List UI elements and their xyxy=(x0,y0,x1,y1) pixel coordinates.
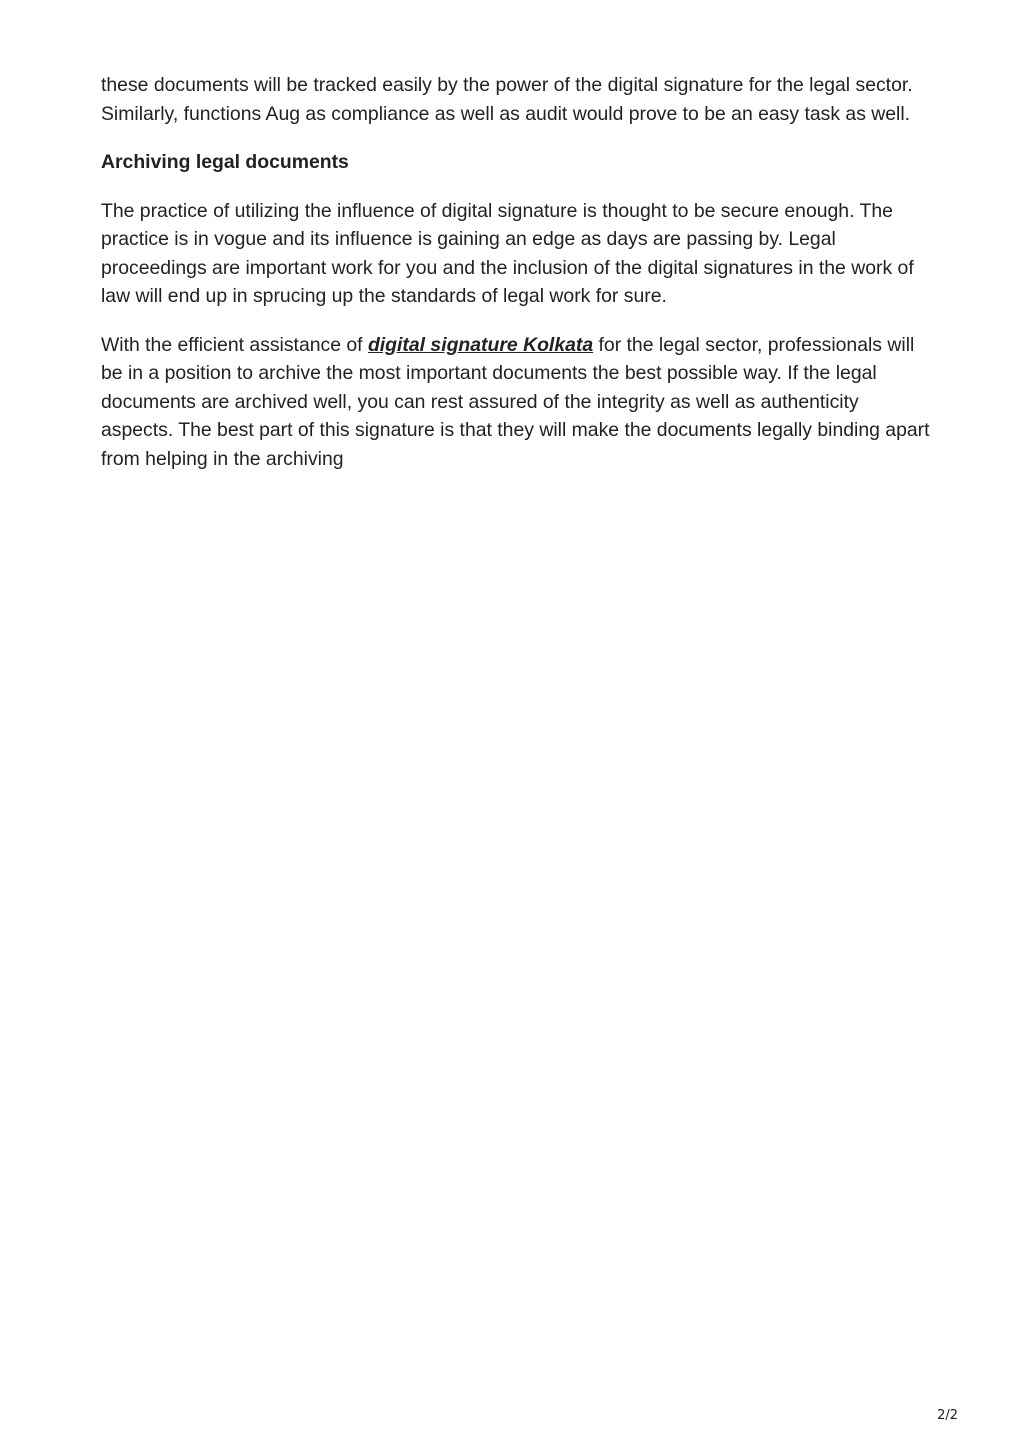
paragraph-tracking: these documents will be tracked easily by the power of the digital signature for the legal sector. Similarly, functions Aug as compliance as well as audit would prove to be an easy task as well. xyxy=(101,74,913,125)
paragraph-archiving-intro: With the efficient assistance of xyxy=(101,333,368,356)
section-heading: Archiving legal documents xyxy=(101,151,349,173)
digital-signature-kolkata-link[interactable]: digital signature Kolkata xyxy=(367,333,594,356)
paragraph-archiving xyxy=(101,331,931,474)
paragraph-archiving-rest: for the legal sector, professionals will be in a position to archive the most important documents the best possible way. If the legal documents are archived well, you can rest assured of the integrity as well as authenticity aspects. The best part of this signature is that they will make the documents legally binding apart from helping in the archiving xyxy=(101,333,930,470)
document-body xyxy=(101,71,931,493)
paragraph-practice: The practice of utilizing the influence of digital signature is thought to be secure enough. The practice is in vogue and its influence is gaining an edge as days are passing by. Legal proceedings are important work for you and the inclusion of the digital signatures in the work of law will end up in sprucing up the standards of legal work for sure. xyxy=(101,199,914,307)
page-number: 2/2 xyxy=(937,1408,958,1423)
